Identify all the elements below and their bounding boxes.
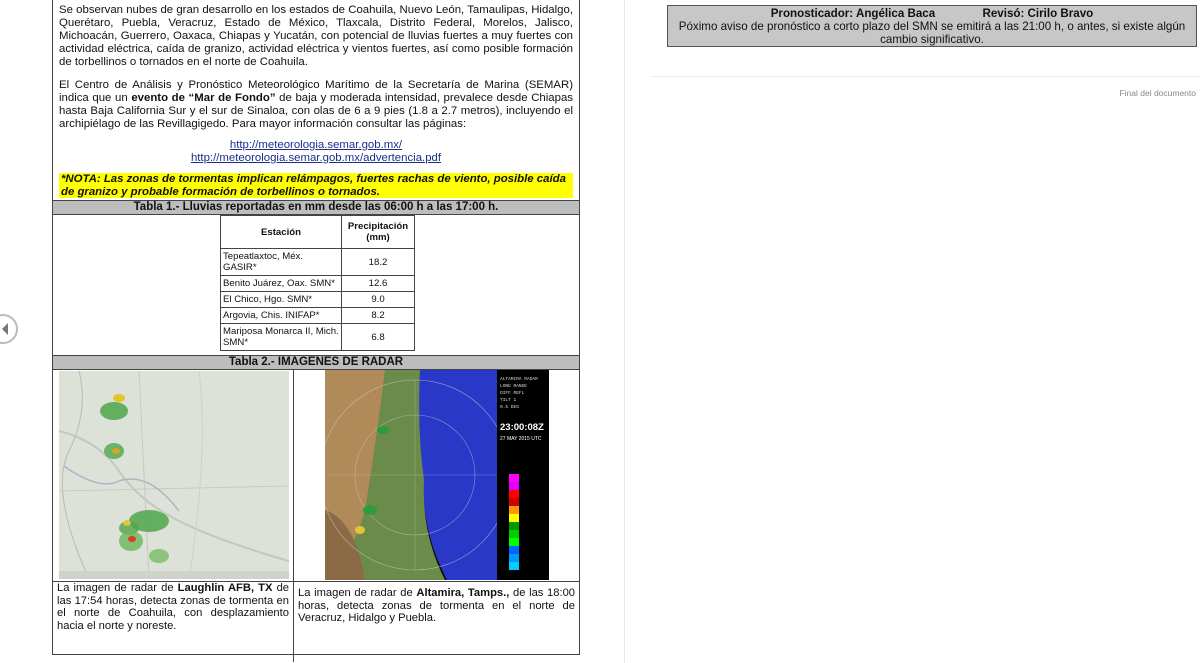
svg-text:LONG RANGE: LONG RANGE: [500, 384, 528, 389]
table-row: [221, 324, 415, 351]
reviewer-label: Revisó: Cirilo Bravo: [982, 7, 1094, 20]
station-cell: Mariposa Monarca II, Mich. SMN*: [221, 324, 342, 351]
table-row: [221, 276, 415, 292]
col-precip-header: Precipitación (mm): [342, 216, 415, 249]
svg-text:TILT 1: TILT 1: [500, 398, 517, 403]
radar-date-label: 27 MAY 2015 UTC: [500, 436, 542, 442]
table2-title: Tabla 2.- IMAGENES DE RADAR: [53, 355, 579, 370]
precip-cell: 6.8: [342, 324, 415, 351]
table-row: [221, 308, 415, 324]
rain-table-section: [53, 215, 579, 355]
svg-text:0.5 DEG: 0.5 DEG: [500, 405, 519, 410]
end-of-document-label: Final del documento: [1119, 88, 1196, 98]
links-block: [59, 139, 573, 165]
chevron-left-icon: [2, 323, 8, 335]
rain-table: [220, 215, 415, 351]
table1-title: Tabla 1.- Lluvias reportadas en mm desde las 06:00 h a las 17:00 h.: [53, 200, 579, 215]
radar-cell-laughlin: [53, 370, 294, 662]
next-notice-text: Póximo aviso de pronóstico a corto plazo del SMN se emitirá a las 21:00 h, o antes, si existe algún cambio significativo.: [678, 20, 1186, 46]
page-divider: [624, 0, 625, 663]
radar-images-row: [53, 370, 579, 662]
caption-divider-right: [294, 581, 579, 582]
note-highlight: *NOTA: Las zonas de tormentas implican relámpagos, fuertes rachas de viento, posible caída de granizo y probable formación de torbellinos o tornados.: [59, 173, 573, 198]
precip-cell: 18.2: [342, 249, 415, 276]
paragraph-semar: El Centro de Análisis y Pronóstico Meteorológico Marítimo de la Secretaría de Marina (SEMAR) indica que un evento de “Mar de Fondo” de baja y moderada intensidad, prevalece desde Chiapas hasta Baja California Sur y el sur de Sinaloa, con olas de 6 a 9 pies (1.8 a 2.7 metros), incluyendo el archipiélago de las Revillagigedo. Para mayor información consultar las páginas:: [59, 79, 573, 130]
precip-cell: 12.6: [342, 276, 415, 292]
col-station-header: Estación: [221, 216, 342, 249]
link-semar-advertencia[interactable]: http://meteorologia.semar.gob.mx/advertencia.pdf: [190, 152, 442, 164]
table-row: [221, 292, 415, 308]
forecaster-label: Pronosticador: Angélica Baca: [770, 7, 936, 20]
precip-cell: 9.0: [342, 292, 415, 308]
station-cell: Argovia, Chis. INIFAP*: [221, 308, 342, 324]
svg-text:DIFF REFL: DIFF REFL: [500, 391, 525, 396]
station-cell: Tepeatlaxtoc, Méx. GASIR*: [221, 249, 342, 276]
caption-laughlin: La imagen de radar de Laughlin AFB, TX de las 17:54 horas, detecta zonas de tormenta en el norte de Coahuila, con desplazamiento hacia el norte y noreste.: [57, 582, 290, 632]
radar-time-label: 23:00:08Z: [500, 422, 544, 433]
caption-altamira: La imagen de radar de Altamira, Tamps., de las 18:00 horas, detecta zonas de tormenta en el norte de Veracruz, Hidalgo y Puebla.: [298, 587, 576, 624]
signature-box: [667, 5, 1197, 47]
rain-table-header: [221, 216, 415, 249]
signature-line: [668, 7, 1196, 20]
previous-page-arrow[interactable]: [0, 314, 18, 344]
station-cell: El Chico, Hgo. SMN*: [221, 292, 342, 308]
svg-text:ALTAMIRA RADAR: ALTAMIRA RADAR: [500, 377, 538, 382]
radar-image-laughlin: [59, 371, 289, 579]
link-semar-home[interactable]: http://meteorologia.semar.gob.mx/: [229, 139, 403, 151]
radar-cell-altamira: [294, 370, 579, 662]
station-cell: Benito Juárez, Oax. SMN*: [221, 276, 342, 292]
body-text: [53, 0, 579, 165]
precip-cell: 8.2: [342, 308, 415, 324]
document-page-left: [52, 0, 580, 655]
table-row: [221, 249, 415, 276]
paragraph-storms: Se observan nubes de gran desarrollo en los estados de Coahuila, Nuevo León, Tamaulipas, Hidalgo, Querétaro, Puebla, Veracruz, Estado de México, Tlaxcala, Distrito Federal, Morelos, Jalisco, Michoacán, Guerrero, Oaxaca, Chiapas y Yucatán, con potencial de lluvias fuertes a muy fuertes con actividad eléctrica, caída de granizo, actividad eléctrica y vientos fuertes, así como posible formación de torbellinos o tornados en el norte de Coahuila.: [59, 4, 573, 68]
document-end-line: [650, 76, 1200, 77]
radar-image-altamira: [325, 370, 549, 580]
